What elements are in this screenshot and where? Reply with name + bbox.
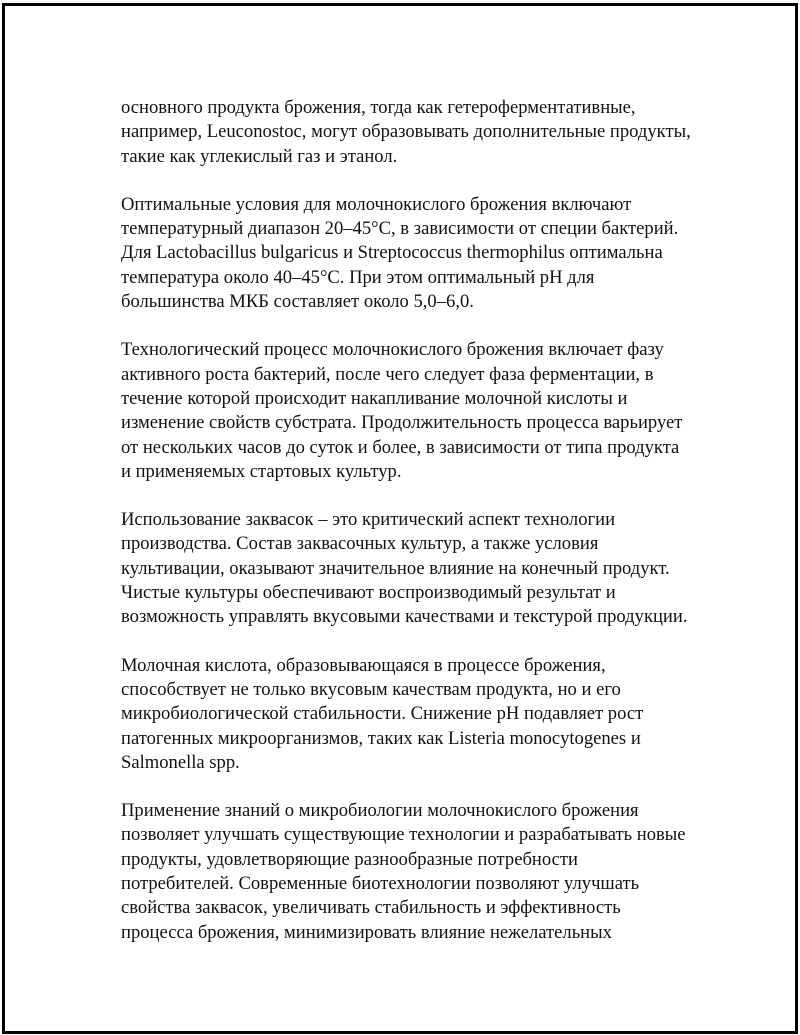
text-line: Технологический процесс молочнокислого брожения включает фазу — [121, 339, 664, 361]
text-line: культивации, оказывают значительное влияние на конечный продукт. — [121, 557, 670, 579]
text-line: и применяемых стартовых культур. — [121, 460, 402, 482]
text-line: потребителей. Современные биотехнологии позволяют улучшать — [121, 873, 640, 895]
paragraph — [121, 338, 721, 484]
text-line: от нескольких часов до суток и более, в зависимости от типа продукта — [121, 436, 680, 458]
text-line: Молочная кислота, образовывающаяся в процессе брожения, — [121, 654, 606, 676]
text-line: свойства заквасок, увеличивать стабильность и эффективность — [121, 897, 621, 919]
text-line: процесса брожения, минимизировать влияние нежелательных — [121, 921, 612, 943]
text-line: например, Leuconostoc, могут образовывать дополнительные продукты, — [121, 121, 691, 143]
text-line: Salmonella spp. — [121, 751, 240, 773]
text-line: Для Lactobacillus bulgaricus и Streptococcus thermophilus оптимальна — [121, 242, 663, 264]
text-line: патогенных микроорганизмов, таких как Listeria monocytogenes и — [121, 727, 641, 749]
text-line: большинства МКБ составляет около 5,0–6,0. — [121, 291, 474, 313]
paragraph — [121, 799, 721, 945]
paragraph — [121, 508, 721, 629]
text-line: Оптимальные условия для молочнокислого брожения включают — [121, 193, 632, 215]
paragraph — [121, 654, 721, 775]
text-line: Применение знаний о микробиологии молочнокислого брожения — [121, 800, 639, 822]
text-line: производства. Состав заквасочных культур, а также условия — [121, 533, 599, 555]
paragraph — [121, 96, 721, 169]
text-line: температурный диапазон 20–45°C, в зависимости от специи бактерий. — [121, 218, 679, 240]
text-line: изменение свойств субстрата. Продолжительность процесса варьирует — [121, 412, 683, 434]
text-line: основного продукта брожения, тогда как гетероферментативные, — [121, 97, 636, 118]
text-line: температура около 40–45°C. При этом оптимальный pH для — [121, 266, 595, 288]
document-body — [121, 96, 721, 969]
text-line: микробиологической стабильности. Снижение pH подавляет рост — [121, 703, 644, 725]
page-frame — [2, 3, 798, 1034]
text-line: активного роста бактерий, после чего следует фаза ферментации, в — [121, 363, 654, 385]
text-line: способствует не только вкусовым качествам продукта, но и его — [121, 678, 621, 700]
text-line: позволяет улучшать существующие технологии и разрабатывать новые — [121, 824, 686, 846]
text-line: Чистые культуры обеспечивают воспроизводимый результат и — [121, 582, 616, 604]
paragraph — [121, 193, 721, 314]
text-line: такие как углекислый газ и этанол. — [121, 145, 398, 167]
text-line: продукты, удовлетворяющие разнообразные потребности — [121, 848, 578, 870]
text-line: течение которой происходит накапливание молочной кислоты и — [121, 387, 628, 409]
text-line: возможность управлять вкусовыми качествами и текстурой продукции. — [121, 606, 688, 628]
text-line: Использование заквасок – это критический аспект технологии — [121, 509, 616, 531]
